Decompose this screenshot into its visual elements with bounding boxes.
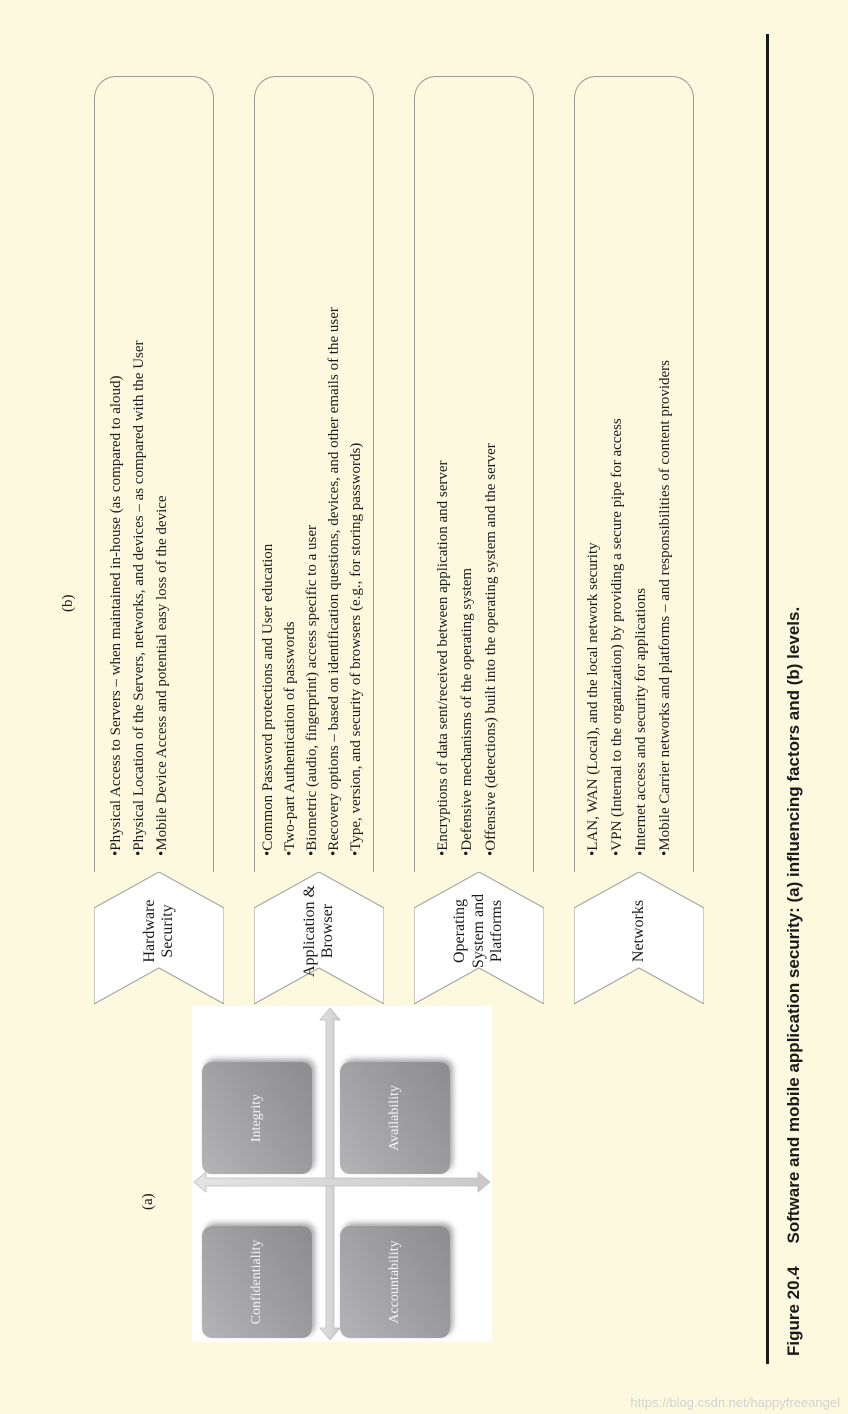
watermark: https://blog.csdn.net/happyfreeangel [630,1395,840,1410]
confidentiality-label: Confidentiality [249,1239,264,1325]
bullet-list [255,77,367,872]
row-title-line: Platforms [488,899,506,963]
list-item: • LAN, WAN (Local), and the local network security [581,77,605,856]
list-item: • Common Password protections and User education [257,77,279,856]
row-title-line: System and [469,893,487,969]
horizontal-axis-arrow [320,1008,340,1340]
list-item: • Physical Access to Servers – when maintained in-house (as compared to aloud) [105,77,128,856]
list-item: • Internet access and security for applications [629,77,653,856]
figure-caption-text: Software and mobile application security: (a) influencing factors and (b) levels. [784,606,803,1244]
row-title-line: Networks [629,899,647,963]
confidentiality-quadrant [202,1226,312,1338]
row-title [574,872,704,990]
bullet-list [95,77,174,872]
list-item: • Recovery options – based on identification questions, devices, and other emails of the user [323,77,345,856]
row-title-line: Application & [300,885,318,977]
list-item: • Defensive mechanisms of the operating system [455,77,479,856]
panel-b-label: (b) [60,594,76,612]
row-title-line: Security [159,904,176,958]
row-detail-box [254,76,374,872]
accountability-quadrant [340,1226,450,1338]
list-item: • Biometric (audio, fingerprint) access specific to a user [301,77,323,856]
bullet-list [575,77,677,872]
row-title-line: Browser [319,903,336,959]
integrity-label: Integrity [249,1093,264,1143]
availability-label: Availability [387,1085,402,1151]
integrity-quadrant [202,1062,312,1174]
row-title-line: Operating [451,899,469,963]
list-item: • Offensive (detections) built into the operating system and the server [479,77,503,856]
row-detail-box [574,76,694,872]
list-item: • Type, version, and security of browsers (e.g., for storing passwords) [345,77,367,856]
list-item: • Mobile Carrier networks and platforms – and responsibilities of content providers [653,77,677,856]
availability-quadrant [340,1062,450,1174]
figure-number: Figure 20.4 [784,1266,803,1356]
list-item: • Physical Location of the Servers, networks, and devices – as compared with the User [128,77,151,856]
figure-caption [784,607,804,1356]
row-title [414,872,544,990]
row-detail-box [414,76,534,872]
vertical-axis-arrow [194,1172,490,1192]
row-title [254,872,384,990]
row-title-line: Hardware [140,899,158,963]
bullet-list [415,77,503,872]
caption-divider [766,34,769,1364]
list-item: • Two-part Authentication of passwords [279,77,301,856]
panel-a-label: (a) [140,1193,156,1210]
row-title [94,872,224,990]
accountability-label: Accountability [387,1240,402,1324]
list-item: • Encryptions of data sent/received between application and server [431,77,455,856]
list-item: • Mobile Device Access and potential easy loss of the device [151,77,174,856]
row-detail-box [94,76,214,872]
cia-quadrant-diagram [192,1006,492,1342]
list-item: • VPN (Internal to the organization) by providing a secure pipe for access [605,77,629,856]
